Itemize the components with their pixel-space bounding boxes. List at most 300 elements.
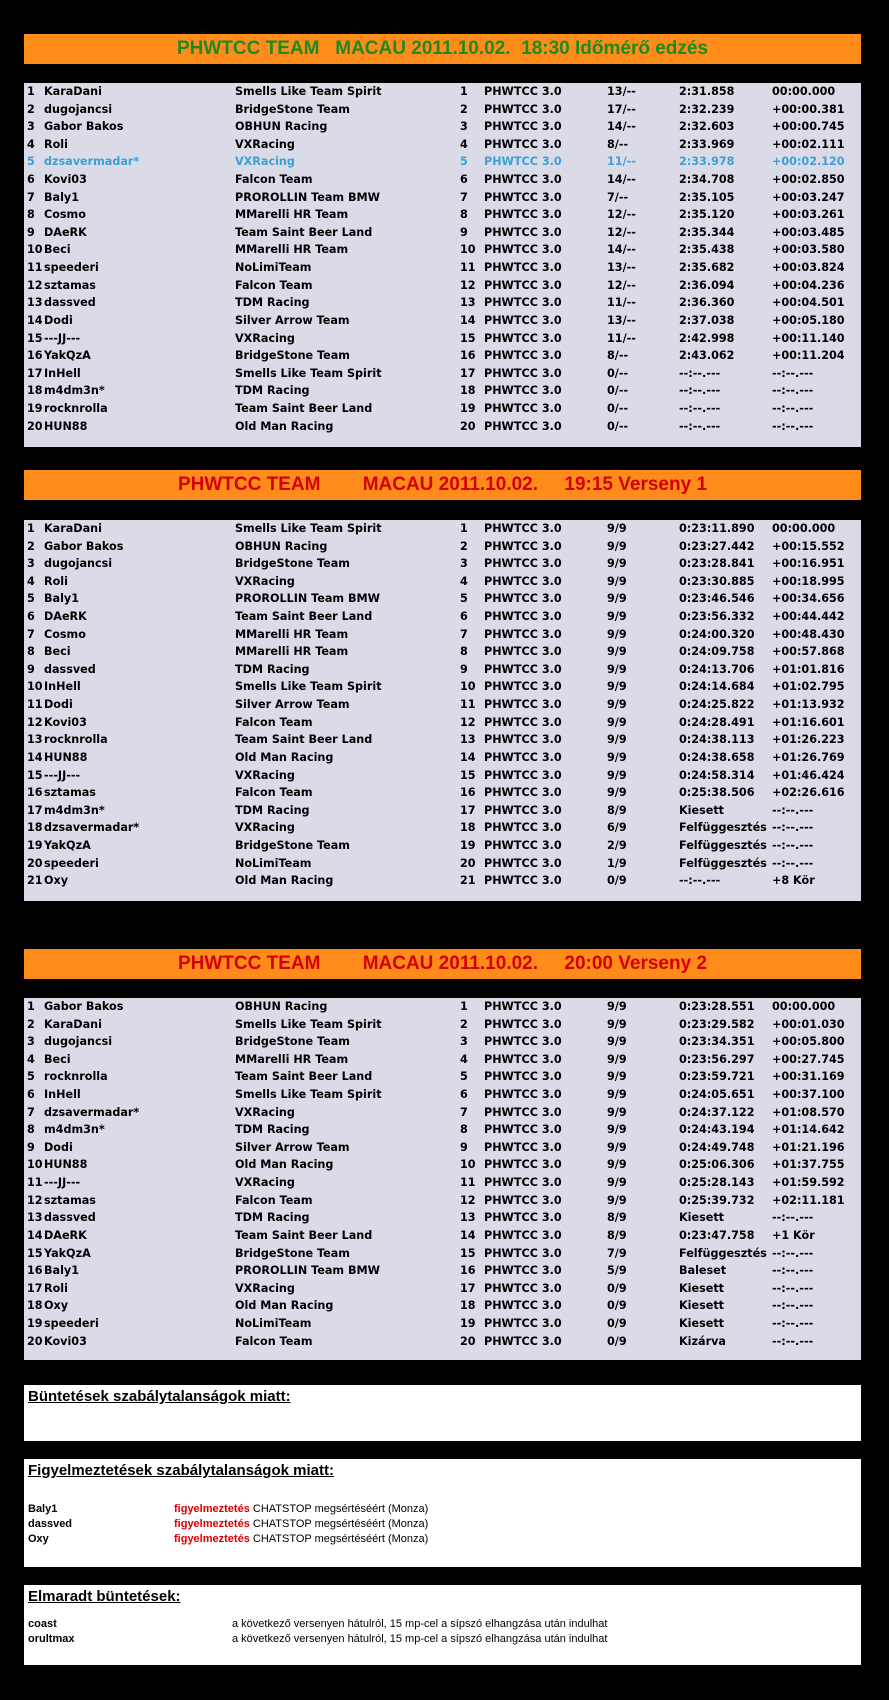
cell-time: 0:23:30.885 [679,574,755,588]
cell-pos: 20 [27,856,43,870]
cell-laps: 8/9 [607,803,627,817]
cell-gap: +00:04.501 [772,296,845,310]
cell-laps: 9/9 [607,1193,627,1207]
cell-team: BridgeStone Team [235,1035,350,1049]
cell-pos: 13 [27,1211,43,1225]
cell-num: 13 [460,1211,476,1225]
cell-name: dassved [44,296,96,310]
cell-name: KaraDani [44,522,102,535]
cell-car: PHWTCC 3.0 [484,1193,562,1207]
race2-banner: PHWTCC TEAM MACAU 2011.10.02. 20:00 Verseny 2 [24,949,861,979]
cell-team: Silver Arrow Team [235,1140,350,1154]
cell-gap: +00:48.430 [772,627,845,641]
cell-team: OBHUN Racing [235,539,328,553]
cell-car: PHWTCC 3.0 [484,1299,562,1313]
cell-car: PHWTCC 3.0 [484,155,562,169]
cell-pos: 4 [27,574,35,588]
cell-team: PROROLLIN Team BMW [235,592,380,606]
cell-pos: 10 [27,243,43,257]
cell-name: dzsavermadar* [44,155,140,169]
cell-laps: 12/-- [607,278,636,292]
cell-laps: 9/9 [607,592,627,606]
cell-laps: 9/9 [607,1088,627,1102]
cell-gap: +01:37.755 [772,1158,845,1172]
cell-num: 9 [460,225,468,239]
cell-time: 0:23:34.351 [679,1035,755,1049]
cell-name: Roli [44,137,68,151]
cell-laps: 9/9 [607,610,627,624]
cell-pos: 3 [27,120,35,134]
cell-time: 2:35.682 [679,261,735,275]
qualifying-banner: PHWTCC TEAM MACAU 2011.10.02. 18:30 Időmérő edzés [24,34,861,64]
cell-team: Smells Like Team Spirit [235,1017,382,1031]
missed-penalty-item: orultmax a következő versenyen hátulról, 15 mp-cel a sípszó elhangzása után indulhat [28,1633,608,1645]
result-row [24,418,861,436]
result-row [24,1280,861,1298]
cell-team: Falcon Team [235,173,313,187]
cell-laps: 0/9 [607,1299,627,1313]
cell-time: 0:23:59.721 [679,1070,755,1084]
cell-time: 0:25:38.506 [679,786,755,800]
cell-team: Old Man Racing [235,750,334,764]
cell-num: 19 [460,1316,476,1330]
cell-pos: 9 [27,662,35,676]
cell-num: 10 [460,1158,476,1172]
cell-team: VXRacing [235,574,295,588]
cell-name: rocknrolla [44,1070,108,1084]
cell-num: 13 [460,296,476,310]
cell-time: 0:23:11.890 [679,522,755,535]
cell-gap: +00:00.745 [772,120,845,134]
cell-team: Old Man Racing [235,1299,334,1313]
cell-time: 2:34.708 [679,173,735,187]
cell-laps: 9/9 [607,1176,627,1190]
cell-time: 0:24:25.822 [679,698,755,712]
cell-laps: 0/9 [607,1334,627,1348]
cell-gap: +00:02.120 [772,155,845,169]
result-row [24,872,861,890]
cell-team: TDM Racing [235,662,310,676]
result-row [24,1227,861,1245]
result-row [24,1156,861,1174]
cell-team: NoLimiTeam [235,261,312,275]
cell-gap: --:--.--- [772,1316,814,1330]
cell-laps: 9/9 [607,1000,627,1013]
cell-team: MMarelli HR Team [235,1052,349,1066]
cell-name: Oxy [44,874,69,888]
cell-gap: +00:15.552 [772,539,845,553]
cell-car: PHWTCC 3.0 [484,522,562,535]
result-row [24,555,861,573]
cell-car: PHWTCC 3.0 [484,821,562,835]
cell-num: 6 [460,1088,468,1102]
cell-name: dugojancsi [44,102,113,116]
result-row [24,365,861,383]
cell-num: 18 [460,1299,476,1313]
cell-team: NoLimiTeam [235,856,312,870]
cell-num: 7 [460,1105,468,1119]
cell-pos: 3 [27,1035,35,1049]
cell-team: Falcon Team [235,278,313,292]
cell-laps: 9/9 [607,715,627,729]
cell-num: 21 [460,874,476,888]
cell-team: Smells Like Team Spirit [235,85,382,98]
cell-pos: 12 [27,278,43,292]
cell-car: PHWTCC 3.0 [484,680,562,694]
cell-num: 2 [460,539,468,553]
result-row [24,998,861,1016]
cell-name: Baly1 [44,592,79,606]
result-row [24,1209,861,1227]
cell-gap: +00:34.656 [772,592,845,606]
cell-pos: 15 [27,1246,43,1260]
cell-num: 16 [460,1264,476,1278]
cell-gap: +00:04.236 [772,278,845,292]
cell-time: Kiesett [679,1316,725,1330]
cell-car: PHWTCC 3.0 [484,1017,562,1031]
cell-team: Smells Like Team Spirit [235,366,382,380]
cell-laps: 13/-- [607,261,636,275]
cell-name: Baly1 [44,190,79,204]
cell-time: 0:24:13.706 [679,662,755,676]
cell-laps: 11/-- [607,331,636,345]
cell-laps: 9/9 [607,1140,627,1154]
cell-name: Roli [44,574,68,588]
cell-gap: --:--.--- [772,1334,814,1348]
cell-name: Dodi [44,313,73,327]
cell-num: 11 [460,261,476,275]
cell-gap: +01:21.196 [772,1140,845,1154]
result-row [24,1192,861,1210]
cell-num: 11 [460,1176,476,1190]
cell-gap: +02:11.181 [772,1193,845,1207]
cell-team: Team Saint Beer Land [235,1070,373,1084]
result-row [24,312,861,330]
cell-gap: +00:31.169 [772,1070,845,1084]
result-row [24,626,861,644]
cell-laps: 0/9 [607,1281,627,1295]
result-row [24,590,861,608]
result-row [24,538,861,556]
result-row [24,189,861,207]
cell-gap: +00:03.261 [772,208,845,222]
cell-gap: --:--.--- [772,401,814,415]
cell-num: 2 [460,1017,468,1031]
cell-name: DAeRK [44,1228,87,1242]
cell-pos: 16 [27,1264,43,1278]
cell-pos: 16 [27,349,43,363]
cell-time: 0:23:28.551 [679,1000,755,1013]
cell-pos: 10 [27,1158,43,1172]
cell-time: Kiesett [679,1211,725,1225]
cell-gap: +01:08.570 [772,1105,845,1119]
cell-laps: 9/9 [607,1035,627,1049]
cell-car: PHWTCC 3.0 [484,261,562,275]
cell-num: 5 [460,592,468,606]
cell-time: 0:24:37.122 [679,1105,755,1119]
cell-name: Beci [44,243,71,257]
cell-pos: 10 [27,680,43,694]
cell-gap: +00:03.485 [772,225,845,239]
cell-gap: +8 Kör [772,874,815,888]
cell-gap: +00:02.111 [772,137,845,151]
cell-num: 9 [460,1140,468,1154]
cell-team: BridgeStone Team [235,838,350,852]
qualifying-results-table [24,83,861,447]
cell-gap: +1 Kör [772,1228,815,1242]
cell-pos: 1 [27,85,35,98]
cell-num: 6 [460,173,468,187]
cell-gap: 00:00.000 [772,1000,836,1013]
cell-laps: 8/-- [607,349,629,363]
cell-team: Falcon Team [235,715,313,729]
cell-laps: 0/9 [607,874,627,888]
cell-time: 0:23:28.841 [679,557,755,571]
cell-car: PHWTCC 3.0 [484,574,562,588]
cell-gap: +02:26.616 [772,786,845,800]
cell-time: Felfüggesztés [679,856,767,870]
result-row [24,661,861,679]
cell-num: 9 [460,662,468,676]
cell-name: InHell [44,680,81,694]
result-row [24,608,861,626]
result-row [24,277,861,295]
result-row [24,643,861,661]
cell-gap: 00:00.000 [772,85,836,98]
result-row [24,749,861,767]
cell-time: 0:25:39.732 [679,1193,755,1207]
cell-car: PHWTCC 3.0 [484,645,562,659]
cell-pos: 2 [27,539,35,553]
result-row [24,101,861,119]
cell-laps: 9/9 [607,698,627,712]
cell-laps: 14/-- [607,243,636,257]
result-row [24,259,861,277]
cell-laps: 9/9 [607,1105,627,1119]
cell-name: dassved [44,1211,96,1225]
cell-time: 2:36.360 [679,296,735,310]
cell-time: --:--.--- [679,384,721,398]
cell-car: PHWTCC 3.0 [484,803,562,817]
cell-car: PHWTCC 3.0 [484,331,562,345]
cell-gap: --:--.--- [772,838,814,852]
cell-gap: +00:11.204 [772,349,845,363]
cell-name: HUN88 [44,750,88,764]
cell-name: YakQzA [44,1246,91,1260]
cell-car: PHWTCC 3.0 [484,750,562,764]
cell-laps: 0/-- [607,401,629,415]
cell-team: VXRacing [235,1281,295,1295]
cell-car: PHWTCC 3.0 [484,1176,562,1190]
cell-gap: +01:59.592 [772,1176,845,1190]
cell-team: VXRacing [235,821,295,835]
cell-gap: +00:02.850 [772,173,845,187]
cell-time: 0:24:43.194 [679,1123,755,1137]
cell-num: 12 [460,715,476,729]
cell-time: 0:24:49.748 [679,1140,755,1154]
result-row [24,678,861,696]
cell-car: PHWTCC 3.0 [484,1281,562,1295]
cell-name: InHell [44,1088,81,1102]
cell-car: PHWTCC 3.0 [484,85,562,98]
cell-time: 0:24:58.314 [679,768,755,782]
cell-pos: 20 [27,1334,43,1348]
cell-name: Oxy [44,1299,69,1313]
cell-car: PHWTCC 3.0 [484,1158,562,1172]
cell-car: PHWTCC 3.0 [484,137,562,151]
cell-pos: 1 [27,1000,35,1013]
cell-gap: +01:01.816 [772,662,845,676]
cell-pos: 14 [27,750,43,764]
cell-laps: 13/-- [607,313,636,327]
cell-car: PHWTCC 3.0 [484,698,562,712]
cell-car: PHWTCC 3.0 [484,768,562,782]
cell-gap: +00:05.180 [772,313,845,327]
cell-gap: +00:44.442 [772,610,845,624]
cell-laps: 9/9 [607,645,627,659]
cell-laps: 9/9 [607,768,627,782]
cell-name: Beci [44,1052,71,1066]
cell-car: PHWTCC 3.0 [484,1140,562,1154]
result-row [24,294,861,312]
result-row [24,1051,861,1069]
cell-pos: 18 [27,821,43,835]
result-row [24,714,861,732]
result-row [24,1174,861,1192]
result-row [24,1068,861,1086]
cell-name: sztamas [44,786,96,800]
cell-gap: +00:11.140 [772,331,845,345]
result-row [24,520,861,538]
cell-time: 2:35.120 [679,208,735,222]
cell-time: 2:43.062 [679,349,735,363]
cell-laps: 17/-- [607,102,636,116]
cell-num: 19 [460,401,476,415]
cell-num: 3 [460,1035,468,1049]
result-row [24,855,861,873]
cell-gap: +00:18.995 [772,574,845,588]
result-row [24,206,861,224]
cell-time: 0:24:28.491 [679,715,755,729]
cell-num: 1 [460,1000,468,1013]
cell-team: Team Saint Beer Land [235,733,373,747]
result-row [24,118,861,136]
cell-name: YakQzA [44,838,91,852]
cell-car: PHWTCC 3.0 [484,401,562,415]
cell-num: 15 [460,1246,476,1260]
cell-laps: 6/9 [607,821,627,835]
cell-car: PHWTCC 3.0 [484,1316,562,1330]
cell-team: MMarelli HR Team [235,208,349,222]
cell-gap: +01:26.223 [772,733,845,747]
cell-gap: +00:05.800 [772,1035,845,1049]
cell-time: 0:23:29.582 [679,1017,755,1031]
cell-team: Silver Arrow Team [235,698,350,712]
cell-gap: --:--.--- [772,419,814,433]
cell-car: PHWTCC 3.0 [484,1035,562,1049]
cell-time: 0:23:27.442 [679,539,755,553]
cell-pos: 19 [27,401,43,415]
race1-results-table [24,520,861,901]
cell-num: 3 [460,120,468,134]
cell-team: Smells Like Team Spirit [235,522,382,535]
cell-team: MMarelli HR Team [235,243,349,257]
cell-name: ---JJ--- [44,331,81,345]
cell-name: KaraDani [44,85,102,98]
cell-name: speederi [44,856,99,870]
cell-num: 4 [460,137,468,151]
cell-name: Gabor Bakos [44,120,124,134]
cell-team: VXRacing [235,1105,295,1119]
cell-gap: --:--.--- [772,821,814,835]
cell-car: PHWTCC 3.0 [484,874,562,888]
cell-time: 0:23:56.332 [679,610,755,624]
cell-pos: 19 [27,838,43,852]
cell-laps: 0/9 [607,1316,627,1330]
cell-name: Roli [44,1281,68,1295]
cell-name: DAeRK [44,225,87,239]
cell-laps: 8/9 [607,1211,627,1225]
cell-car: PHWTCC 3.0 [484,419,562,433]
cell-name: rocknrolla [44,733,108,747]
cell-gap: +01:26.769 [772,750,845,764]
cell-laps: 2/9 [607,838,627,852]
cell-car: PHWTCC 3.0 [484,243,562,257]
cell-pos: 5 [27,1070,35,1084]
cell-time: 0:24:14.684 [679,680,755,694]
cell-time: Felfüggesztés [679,1246,767,1260]
cell-name: Kovi03 [44,173,87,187]
result-row [24,731,861,749]
cell-team: BridgeStone Team [235,1246,350,1260]
cell-laps: 7/9 [607,1246,627,1260]
cell-pos: 16 [27,786,43,800]
result-row [24,1016,861,1034]
result-row [24,1315,861,1333]
cell-team: MMarelli HR Team [235,645,349,659]
cell-time: 2:32.603 [679,120,735,134]
cell-team: Falcon Team [235,786,313,800]
cell-car: PHWTCC 3.0 [484,208,562,222]
cell-name: Baly1 [44,1264,79,1278]
cell-time: 0:24:38.113 [679,733,755,747]
cell-gap: +00:03.247 [772,190,845,204]
cell-team: TDM Racing [235,296,310,310]
cell-name: Beci [44,645,71,659]
cell-pos: 11 [27,261,43,275]
cell-num: 18 [460,384,476,398]
result-row [24,1139,861,1157]
cell-pos: 6 [27,173,35,187]
cell-gap: --:--.--- [772,1246,814,1260]
cell-name: Kovi03 [44,1334,87,1348]
result-row [24,136,861,154]
cell-time: 2:31.858 [679,85,735,98]
cell-car: PHWTCC 3.0 [484,1123,562,1137]
cell-name: m4dm3n* [44,803,105,817]
cell-laps: 13/-- [607,85,636,98]
cell-pos: 5 [27,155,35,169]
cell-laps: 0/-- [607,384,629,398]
cell-pos: 11 [27,1176,43,1190]
result-row [24,347,861,365]
race2-results-table [24,998,861,1360]
cell-name: ---JJ--- [44,768,81,782]
result-row [24,1297,861,1315]
cell-name: speederi [44,1316,99,1330]
result-row [24,784,861,802]
penalties-box [24,1385,861,1441]
